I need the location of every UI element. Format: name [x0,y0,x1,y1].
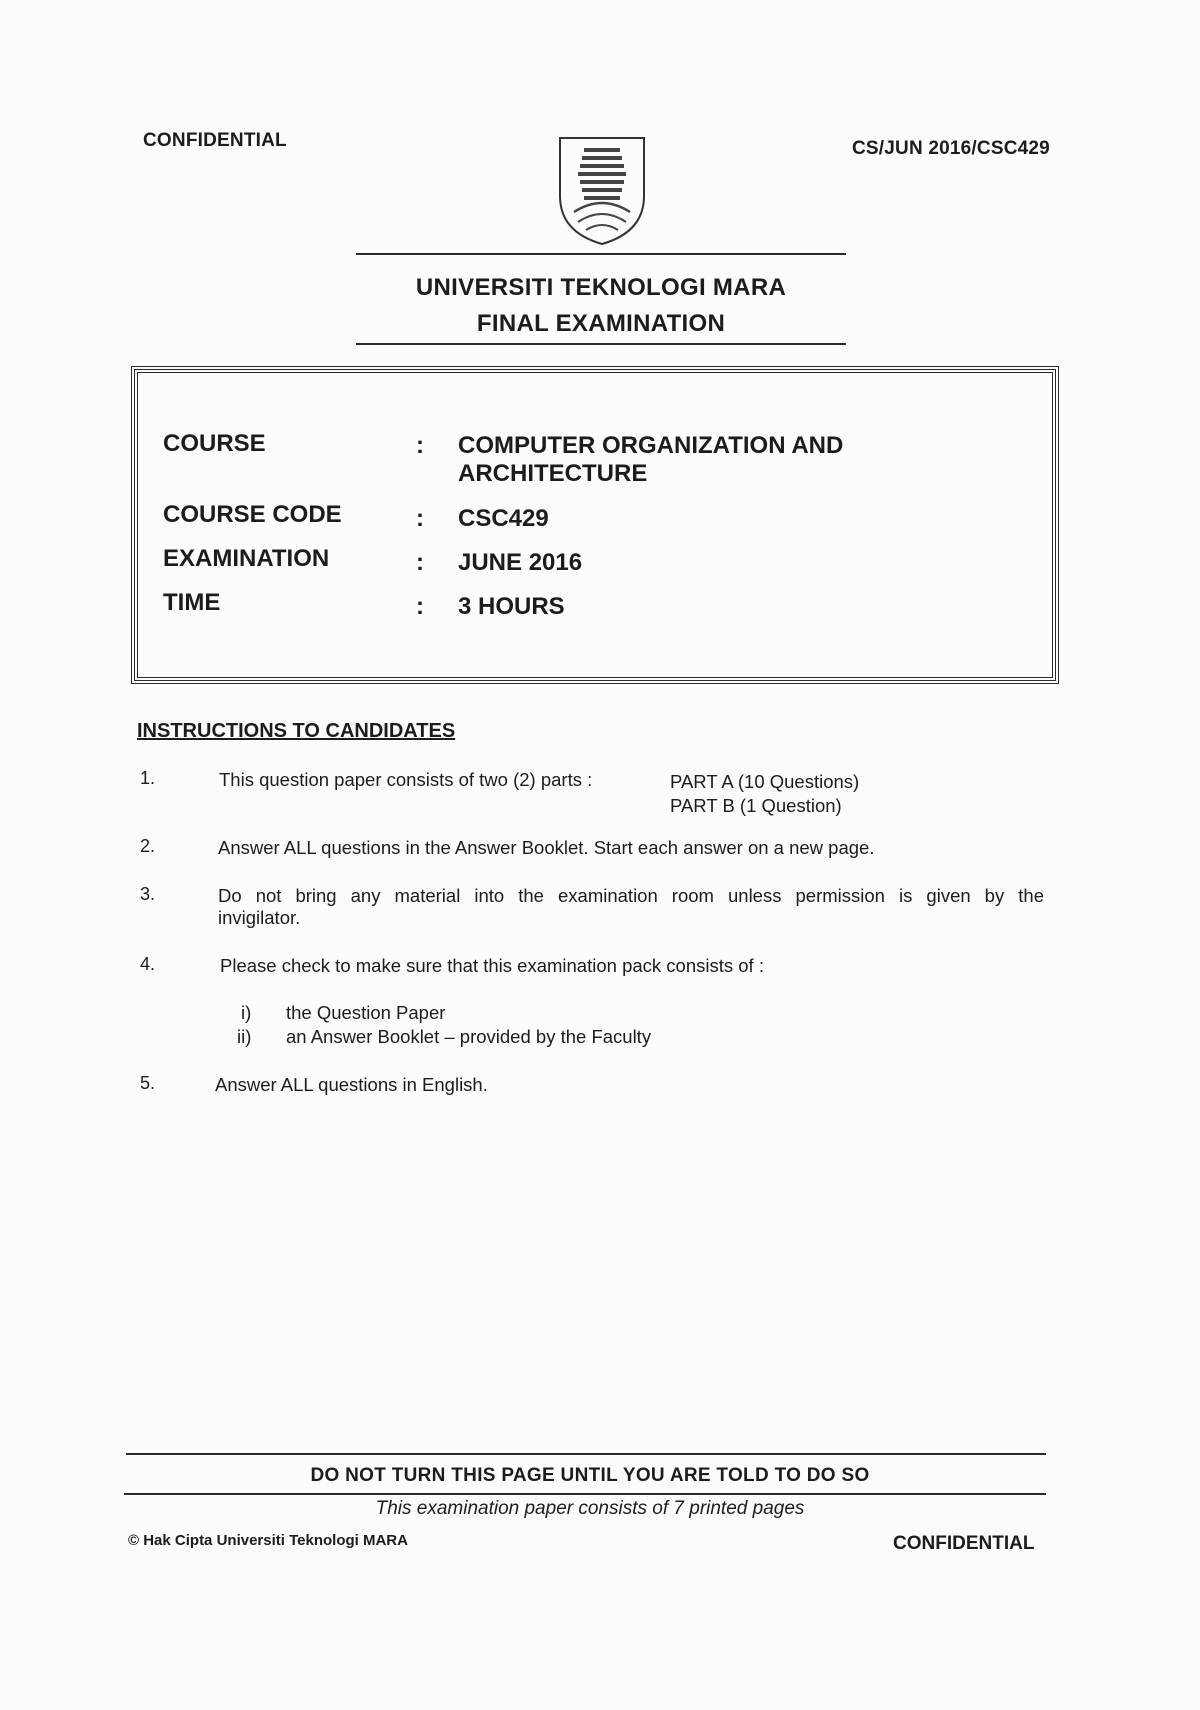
exam-code-label: CS/JUN 2016/CSC429 [852,138,1050,159]
page-count-note: This examination paper consists of 7 printed pages [375,1498,805,1519]
course-value [458,432,843,488]
university-name: UNIVERSITI TEKNOLOGI MARA [415,274,787,301]
examination-value: JUNE 2016 [458,549,583,576]
title-top-rule [356,253,846,255]
confidential-label-top: CONFIDENTIAL [143,130,287,151]
course-value-line2: ARCHITECTURE [458,460,648,487]
instruction-4-sub-2-number: ii) [237,1026,252,1047]
course-code-label: COURSE CODE [163,501,342,528]
course-label: COURSE [163,430,266,457]
course-code-value: CSC429 [458,505,549,532]
copyright-notice: © Hak Cipta Universiti Teknologi MARA [128,1532,408,1549]
instructions-title: INSTRUCTIONS TO CANDIDATES [137,720,456,742]
instruction-4-text: Please check to make sure that this examination pack consists of : [220,955,764,976]
time-label: TIME [163,589,221,616]
time-colon: : [416,593,424,620]
do-not-turn-warning: DO NOT TURN THIS PAGE UNTIL YOU ARE TOLD TO DO SO [310,1465,870,1486]
instruction-1-part-b: PART B (1 Question) [670,795,842,816]
confidential-label-bottom: CONFIDENTIAL [893,1533,1035,1554]
course-colon: : [416,432,424,459]
instruction-3-text-cont: invigilator. [218,907,301,928]
instruction-2-number: 2. [140,836,156,856]
course-value-line1: COMPUTER ORGANIZATION AND [458,432,844,459]
time-value: 3 HOURS [458,593,565,620]
instruction-4-sub-1-text: the Question Paper [286,1002,446,1023]
course-code-colon: : [416,505,424,532]
university-title [356,270,846,342]
footer-top-rule [126,1453,1046,1455]
instruction-1-text: This question paper consists of two (2) parts : [219,769,593,790]
examination-colon: : [416,549,424,576]
exam-type: FINAL EXAMINATION [476,310,726,337]
footer-bottom-rule [124,1493,1046,1495]
instruction-4-sub-2-text: an Answer Booklet – provided by the Faculty [286,1026,652,1047]
instruction-3-text: Do not bring any material into the examination room unless permission is given by the [218,885,1044,906]
instruction-1-part-a: PART A (10 Questions) [670,771,860,792]
university-crest-logo [556,136,648,246]
instruction-3-number: 3. [140,884,156,904]
instruction-1-number: 1. [140,768,156,788]
instruction-2-text: Answer ALL questions in the Answer Booklet. Start each answer on a new page. [218,837,875,858]
examination-label: EXAMINATION [163,545,330,572]
title-bottom-rule [356,343,846,345]
instruction-4-number: 4. [140,954,156,974]
instruction-5-number: 5. [140,1073,156,1093]
instruction-4-sub-1-number: i) [241,1002,252,1023]
instruction-5-text: Answer ALL questions in English. [215,1074,488,1095]
